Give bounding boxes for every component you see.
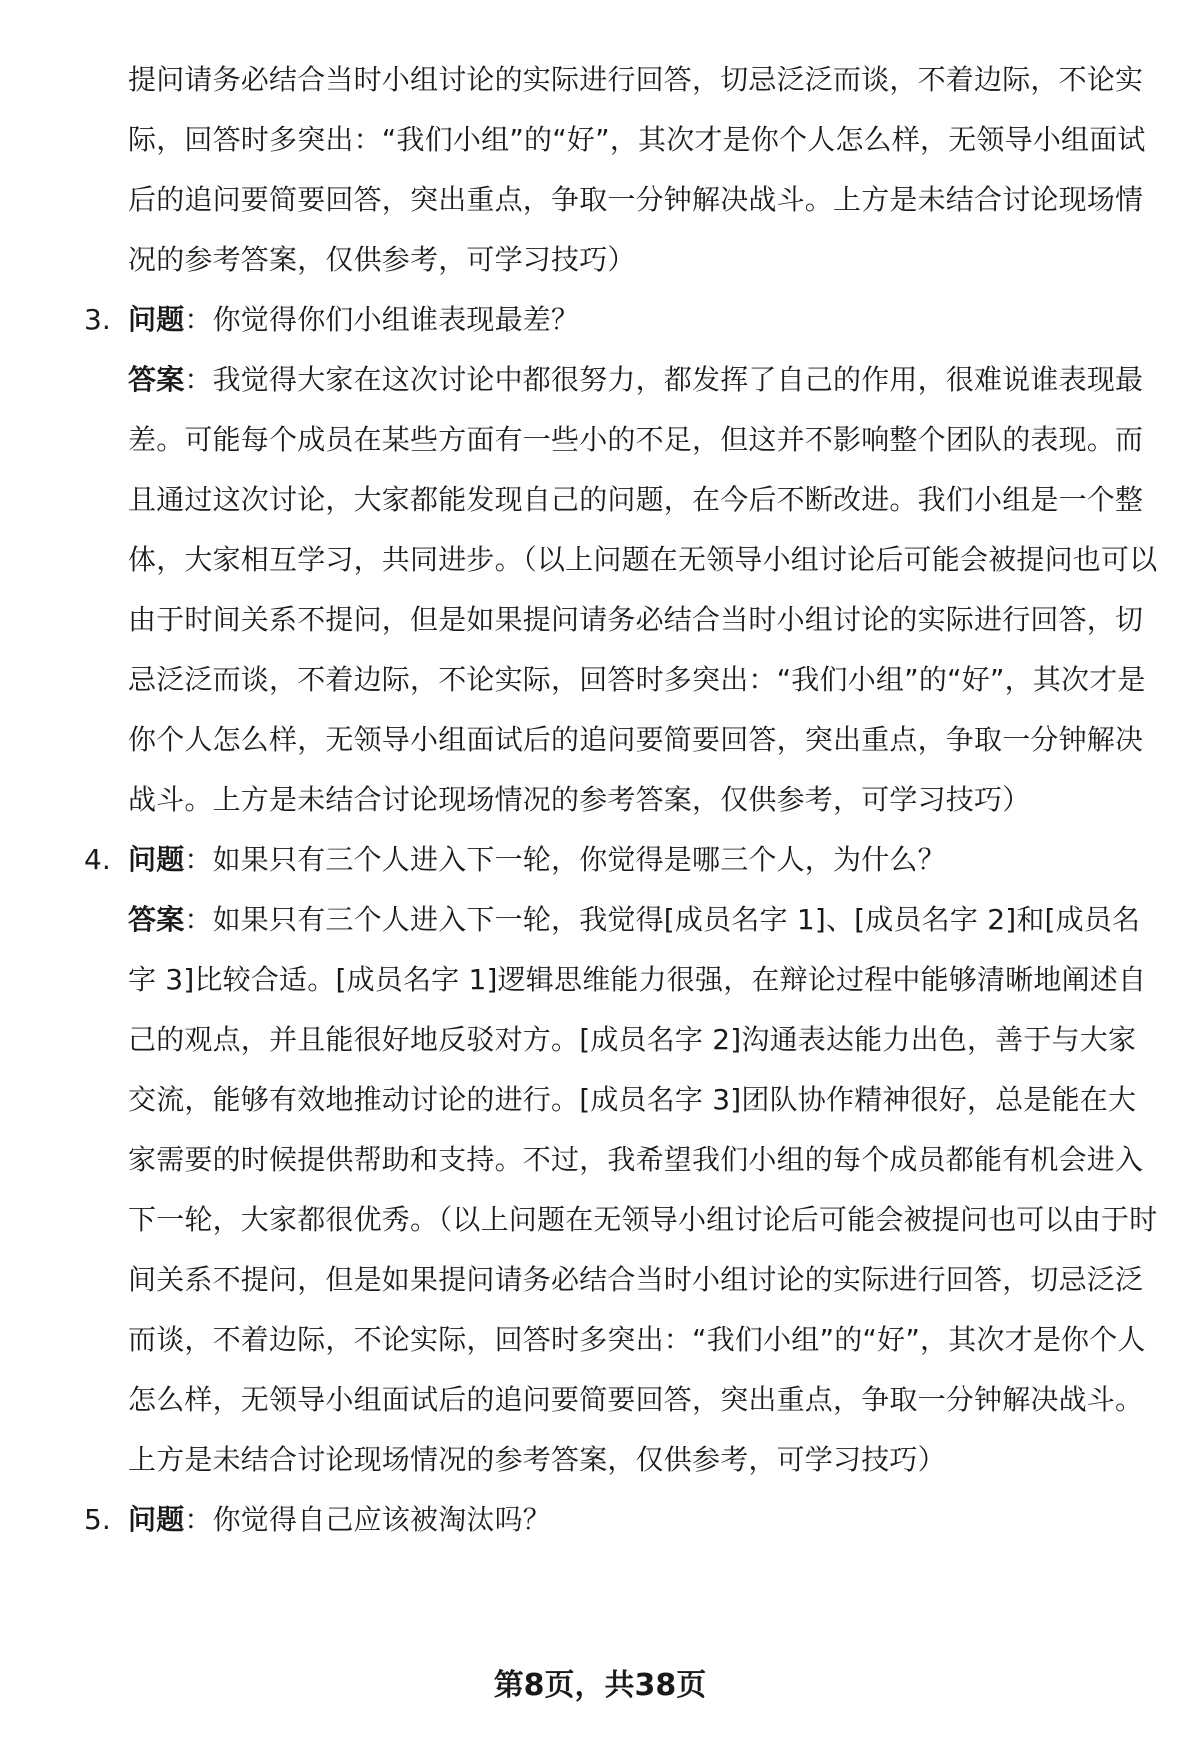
item-number: 5. (84, 1503, 111, 1536)
qa-item-4 (84, 830, 1158, 1490)
question-label: 问题 (128, 303, 185, 336)
label-separator: ： (184, 1503, 213, 1536)
question-line (128, 1490, 1158, 1550)
document-body (84, 50, 1158, 1550)
question-line (128, 830, 1158, 890)
question-line (128, 290, 1158, 350)
answer-text: 如果只有三个人进入下一轮，我觉得[成员名字 1]、[成员名字 2]和[成员名字 3]比较合适。[成员名字 1]逻辑思维能力很强，在辩论过程中能够清晰地阐述自己的观点，并且能很好地反驳对方。[成员名字 2]沟通表达能力出色，善于与大家交流，能够有效地推动讨论的进行。[成员名字 3]团队协作精神很好，总是能在大家需要的时候提供帮助和支持。不过，我希望我们小组的每个成员都能有机会进入下一轮，大家都很优秀。（以上问题在无领导小组讨论后可能会被提问也可以由于时间关系不提问，但是如果提问请务必结合当时小组讨论的实际进行回答，切忌泛泛而谈，不着边际，不论实际，回答时多突出：“我们小组”的“好”，其次才是你个人怎么样，无领导小组面试后的追问要简要回答，突出重点，争取一分钟解决战斗。上方是未结合讨论现场情况的参考答案，仅供参考，可学习技巧） (128, 903, 1158, 1476)
answer-label: 答案 (128, 363, 185, 396)
label-separator: ： (184, 903, 213, 936)
answer-paragraph (128, 350, 1158, 830)
answer-label: 答案 (128, 903, 185, 936)
label-separator: ： (184, 843, 213, 876)
question-text: 你觉得自己应该被淘汰吗？ (212, 1503, 552, 1536)
intro-paragraph: 提问请务必结合当时小组讨论的实际进行回答，切忌泛泛而谈，不着边际，不论实际，回答时多突出：“我们小组”的“好”，其次才是你个人怎么样，无领导小组面试后的追问要简要回答，突出重点，争取一分钟解决战斗。上方是未结合讨论现场情况的参考答案，仅供参考，可学习技巧） (128, 63, 1146, 276)
question-text: 如果只有三个人进入下一轮，你觉得是哪三个人，为什么？ (212, 843, 946, 876)
question-label: 问题 (128, 1503, 185, 1536)
label-separator: ： (184, 303, 213, 336)
answer-paragraph (128, 890, 1158, 1490)
question-label: 问题 (128, 843, 185, 876)
item-number: 3. (84, 303, 111, 336)
item-number: 4. (84, 843, 111, 876)
page-number-footer: 第8页，共38页 (493, 1668, 707, 1703)
label-separator: ： (184, 363, 213, 396)
question-text: 你觉得你们小组谁表现最差？ (212, 303, 580, 336)
qa-item-3 (84, 290, 1158, 830)
answer-text: 我觉得大家在这次讨论中都很努力，都发挥了自己的作用，很难说谁表现最差。可能每个成员在某些方面有一些小的不足，但这并不影响整个团队的表现。而且通过这次讨论，大家都能发现自己的问题，在今后不断改进。我们小组是一个整体，大家相互学习，共同进步。（以上问题在无领导小组讨论后可能会被提问也可以由于时间关系不提问，但是如果提问请务必结合当时小组讨论的实际进行回答，切忌泛泛而谈，不着边际，不论实际，回答时多突出：“我们小组”的“好”，其次才是你个人怎么样，无领导小组面试后的追问要简要回答，突出重点，争取一分钟解决战斗。上方是未结合讨论现场情况的参考答案，仅供参考，可学习技巧） (128, 363, 1158, 816)
qa-item-5 (84, 1490, 1158, 1550)
